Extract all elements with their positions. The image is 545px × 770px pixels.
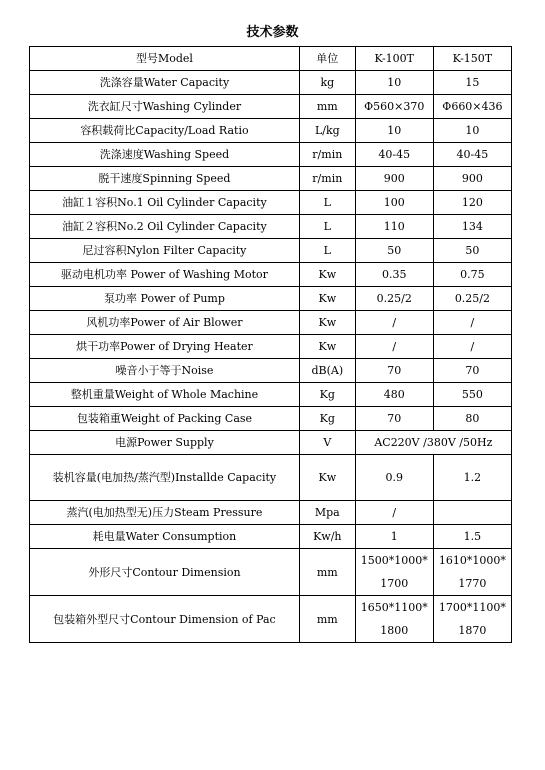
value-k100t: 40-45 — [355, 143, 433, 167]
param-label: 脱干速度Spinning Speed — [30, 167, 300, 191]
param-unit: r/min — [299, 143, 355, 167]
value-k100t: 480 — [355, 383, 433, 407]
value-k150t: 0.25/2 — [433, 287, 511, 311]
page-title: 技术参数 — [246, 25, 299, 40]
spec-table — [29, 46, 512, 643]
table-row — [30, 311, 512, 335]
value-k100t: / — [355, 335, 433, 359]
param-unit: Kw — [299, 311, 355, 335]
param-label: 包装箱重Weight of Packing Case — [30, 407, 300, 431]
param-label: 洗涤速度Washing Speed — [30, 143, 300, 167]
value-k150t: / — [433, 335, 511, 359]
table-row — [30, 383, 512, 407]
param-label: 耗电量Water Consumption — [30, 525, 300, 549]
value-k100t: 0.25/2 — [355, 287, 433, 311]
value-k100t: 10 — [355, 119, 433, 143]
param-unit: r/min — [299, 167, 355, 191]
param-unit: Kg — [299, 383, 355, 407]
table-row-power-supply — [30, 431, 512, 455]
param-label: 风机功率Power of Air Blower — [30, 311, 300, 335]
table-row — [30, 407, 512, 431]
param-unit: kg — [299, 71, 355, 95]
value-k100t: 100 — [355, 191, 433, 215]
value-k150t: 80 — [433, 407, 511, 431]
table-row — [30, 263, 512, 287]
table-row-steam-pressure — [30, 501, 512, 525]
param-value-shared: AC220V /380V /50Hz — [355, 431, 511, 455]
param-label: 蒸汽(电加热型无)压力Steam Pressure — [30, 501, 300, 525]
table-row — [30, 215, 512, 239]
value-k100t: 900 — [355, 167, 433, 191]
param-unit: Kw — [299, 263, 355, 287]
value-k150t: 50 — [433, 239, 511, 263]
param-label: 容积载荷比Capacity/Load Ratio — [30, 119, 300, 143]
param-unit: L — [299, 215, 355, 239]
value-k100t: 10 — [355, 71, 433, 95]
table-row — [30, 335, 512, 359]
value-k150t: 550 — [433, 383, 511, 407]
param-unit: dB(A) — [299, 359, 355, 383]
value-k150t: Φ660×436 — [433, 95, 511, 119]
table-row — [30, 191, 512, 215]
value-k150t: 1610*1000*1770 — [433, 549, 511, 596]
param-unit: Kw — [299, 287, 355, 311]
table-row — [30, 359, 512, 383]
value-k100t: Φ560×370 — [355, 95, 433, 119]
table-row — [30, 119, 512, 143]
param-unit: L — [299, 239, 355, 263]
param-label: 整机重量Weight of Whole Machine — [30, 383, 300, 407]
header-unit: 单位 — [299, 47, 355, 71]
table-row — [30, 95, 512, 119]
param-unit: mm — [299, 596, 355, 643]
value-k100t: 70 — [355, 407, 433, 431]
value-k150t: / — [433, 311, 511, 335]
param-label: 尼过容积Nylon Filter Capacity — [30, 239, 300, 263]
param-unit: Kg — [299, 407, 355, 431]
value-k100t: 0.35 — [355, 263, 433, 287]
table-header-row — [30, 47, 512, 71]
param-label: 洗涤容量Water Capacity — [30, 71, 300, 95]
value-k150t: 120 — [433, 191, 511, 215]
param-label: 烘干功率Power of Drying Heater — [30, 335, 300, 359]
value-k150t: 1700*1100*1870 — [433, 596, 511, 643]
table-row — [30, 239, 512, 263]
value-k150t: 0.75 — [433, 263, 511, 287]
param-unit: V — [299, 431, 355, 455]
value-k100t: 1500*1000*1700 — [355, 549, 433, 596]
header-k100t: K-100T — [355, 47, 433, 71]
param-unit: mm — [299, 549, 355, 596]
param-unit: Kw/h — [299, 525, 355, 549]
value-k100t: 1650*1100*1800 — [355, 596, 433, 643]
table-row-water-consumption — [30, 525, 512, 549]
value-k150t — [433, 501, 511, 525]
value-k150t: 70 — [433, 359, 511, 383]
value-k100t: 0.9 — [355, 455, 433, 501]
table-row-contour-dimension — [30, 549, 512, 596]
value-k100t: 1 — [355, 525, 433, 549]
value-k100t: / — [355, 501, 433, 525]
table-row-packing-dimension — [30, 596, 512, 643]
param-label: 外形尺寸Contour Dimension — [30, 549, 300, 596]
param-label: 装机容量(电加热/蒸汽型)Installde Capacity — [30, 455, 300, 501]
table-row — [30, 287, 512, 311]
param-unit: mm — [299, 95, 355, 119]
param-label: 噪音小于等于Noise — [30, 359, 300, 383]
param-unit: Mpa — [299, 501, 355, 525]
param-unit: L — [299, 191, 355, 215]
value-k150t: 900 — [433, 167, 511, 191]
value-k150t: 1.5 — [433, 525, 511, 549]
header-k150t: K-150T — [433, 47, 511, 71]
param-label: 洗衣缸尺寸Washing Cylinder — [30, 95, 300, 119]
param-label: 包装箱外型尺寸Contour Dimension of Pac — [30, 596, 300, 643]
param-label: 驱动电机功率 Power of Washing Motor — [30, 263, 300, 287]
value-k100t: 110 — [355, 215, 433, 239]
value-k100t: 50 — [355, 239, 433, 263]
param-label: 泵功率 Power of Pump — [30, 287, 300, 311]
param-unit: Kw — [299, 335, 355, 359]
param-label: 油缸１容积No.1 Oil Cylinder Capacity — [30, 191, 300, 215]
value-k150t: 10 — [433, 119, 511, 143]
table-row-installed-capacity — [30, 455, 512, 501]
param-label: 电源Power Supply — [30, 431, 300, 455]
value-k100t: / — [355, 311, 433, 335]
table-row — [30, 143, 512, 167]
table-row — [30, 167, 512, 191]
param-label: 油缸２容积No.2 Oil Cylinder Capacity — [30, 215, 300, 239]
value-k100t: 70 — [355, 359, 433, 383]
param-unit: L/kg — [299, 119, 355, 143]
param-unit: Kw — [299, 455, 355, 501]
table-row — [30, 71, 512, 95]
value-k150t: 40-45 — [433, 143, 511, 167]
header-model: 型号Model — [30, 47, 300, 71]
value-k150t: 1.2 — [433, 455, 511, 501]
value-k150t: 15 — [433, 71, 511, 95]
value-k150t: 134 — [433, 215, 511, 239]
